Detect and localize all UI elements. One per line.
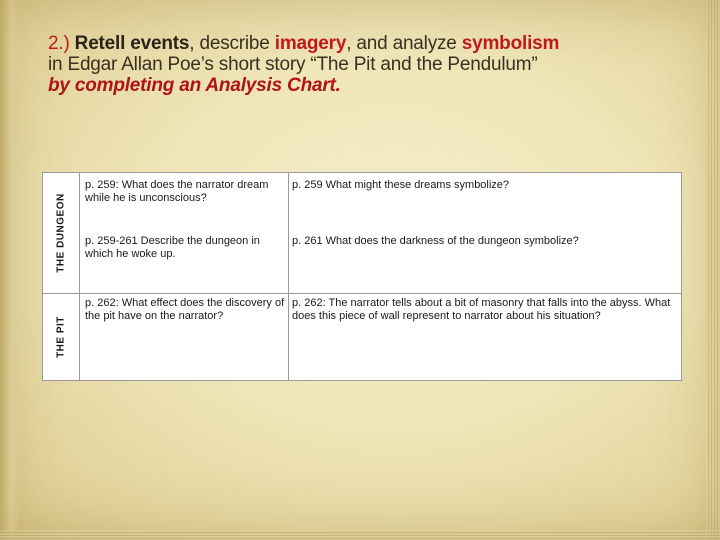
- chart-section-pit: [43, 294, 681, 380]
- book-spine: [0, 0, 20, 540]
- heading-number: 2.): [48, 33, 70, 54]
- analysis-chart: [42, 172, 682, 381]
- chart-cell: p. 259: What does the narrator dream while he is unconscious?: [85, 179, 269, 204]
- chart-cell: p. 259 What might these dreams symbolize?: [292, 179, 510, 191]
- page-stack-bottom: [0, 530, 720, 540]
- column-divider: [288, 294, 289, 380]
- heading-symbolism: symbolism: [461, 33, 560, 54]
- chart-cell: p. 262: The narrator tells about a bit of masonry that falls into the abyss. What does this piece of wall represent to narrator about his situation?: [292, 297, 671, 322]
- page-stack-edge: [706, 0, 720, 540]
- chart-cell: p. 261 What does the darkness of the dungeon symbolize?: [292, 235, 579, 247]
- section-label-cell: [43, 294, 80, 380]
- section-label-pit: THE PIT: [55, 316, 67, 358]
- assignment-heading: [48, 33, 688, 96]
- column-divider: [288, 173, 289, 293]
- heading-line3: by completing an Analysis Chart.: [48, 75, 341, 96]
- section-label-dungeon: THE DUNGEON: [55, 193, 67, 273]
- chart-section-dungeon: [43, 173, 681, 294]
- section-label-cell: [43, 173, 80, 293]
- heading-retell: Retell events: [74, 33, 190, 54]
- chart-cell: p. 259-261 Describe the dungeon in which he woke up.: [85, 235, 260, 260]
- heading-sep2: , and analyze: [346, 33, 462, 54]
- heading-line2: in Edgar Allan Poe’s short story “The Pit and the Pendulum”: [48, 54, 538, 75]
- chart-cell: p. 262: What effect does the discovery of the pit have on the narrator?: [85, 297, 285, 322]
- heading-imagery: imagery: [274, 33, 347, 54]
- heading-sep1: , describe: [189, 33, 275, 54]
